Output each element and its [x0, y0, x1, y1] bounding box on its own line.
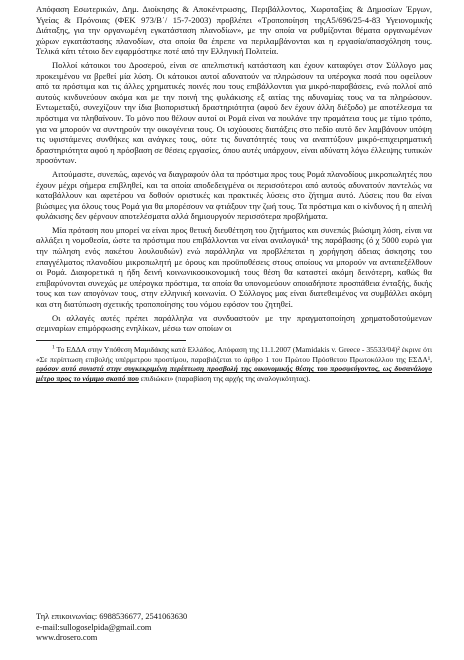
footnote-text-emphasis: εφόσον αυτό συνιστά στην συγκεκριμένη περίπτωση προσβολή της οικονομικής θέσης του προσφεύγοντος, ως δυσανάλογο μέτρο προς το νόμιμο σκοπό που	[36, 364, 432, 384]
footnote-separator	[36, 340, 186, 341]
footnote-text-c: επιδιώκει» (παραβίαση της αρχής της αναλογικότητας).	[138, 374, 311, 384]
footer-phone: Τηλ επικοινωνίας: 6988536677, 2541063630	[36, 612, 188, 621]
footer-website[interactable]: www.drosero.com	[36, 633, 98, 643]
paragraph-4: Μία πρόταση που μπορεί να είναι προς θετική διευθέτηση του ζητήματος και συνεπώς βιώσιμη λύση, είναι να αλλάξει η νομοθεσία, ώστε τα πρόστιμα που επιβάλλονται να είναι αναλογικά¹ της παράβασης (ό χ 5000 ευρώ για την πώληση ενός πακέτου λουλουδιών) ενώ παράλληλα να προβλέπεται η χορήγηση άδειας άσκησης του επαγγέλματος πλανοδίου μικροπωλητή με όρους και προϋποθέσεις στους οποίους να μπορούν να ανταπεξέλθουν οι Ρομά. Διαφορετικά η ήδη δεινή κοινωνικοοικονομική τους θέση θα καταστεί ακόμη δεινότερη, καθώς θα επιβαρύνονται συνεχώς με υπέρογκα πρόστιμα, τα οποία θα υπονομεύουν οποιαδήποτε προσπάθεια ένταξής, δικής τους και των απογόνων τους, στην ελληνική κοινωνία. Ο Σύλλογος μας είναι διατεθειμένος να συμβάλλει ακόμη και στη διατύπωση σχετικής τροποποίησης του νόμου εφόσον του ζητηθεί.	[36, 224, 432, 310]
document-body	[36, 4, 432, 384]
footnote-text-a: Το ΕΔΔΑ στην Υπόθεση Μαμιδάκης κατά Ελλάδος, Απόφαση της 11.1.2007 (Mamidakis v. Greece - 35533/04)² έκρινε ότι «Σε περίπτωση επιβολής υπέρμετρου προστίμου, παραβιάζεται το άρθρο 1 του Πρώτου Πρόσθετου Πρωτοκόλλου της ΕΣΔΑ¹,	[36, 344, 432, 364]
paragraph-1: Απόφαση Εσωτερικών, Δημ. Διοίκησης & Αποκέντρωσης, Περιβάλλοντος, Χωροταξίας & Δημοσίων Έργων, Υγείας & Πρόνοιας (ΦΕΚ 973/Β΄/ 15-7-2003) προβλέπει «Τροποποίηση τηςΑ5/696/25-4-83 Υγειονομικής Διάταξης, για την οργανωμένη εγκατάσταση πλανοδίων», με την οποία να ρυθμίζονται θέματα οργανωμένων χώρων εγκατάστασης πλανοδίων, στα οποία θα έπρεπε να περιλαμβάνονται και η εργασία/απασχόληση τους. Τελικά κάτι τέτοιο δεν εφαρμόστηκε ποτέ από την Ελληνική Πολιτεία.	[36, 4, 432, 57]
paragraph-3: Αιτούμαστε, συνεπώς, αφενός να διαγραφούν όλα τα πρόστιμα προς τους Ρομά πλανοδίους μικροπωλητές που έχουν μέχρι σήμερα επιβληθεί, και τα οποία αποδεδειγμένα οι περισσότεροι από αυτούς αδυνατούν παντελώς να καταβάλλουν και αφετέρου να δοθούν οριστικές και πρακτικές λύσεις στο ζήτημα αυτό. Λύσεις που θα είναι βιώσιμες για όλους τους Ρομά για θα μπορέσουν να φτιάξουν την ζωή τους. Τα πρόστιμα και ο κίνδυνος ή η απειλή φυλάκισης δεν φέρνουν αποτελέσματα αλλά δημιουργούν περισσότερα προβλήματα.	[36, 168, 432, 222]
footnote	[36, 345, 432, 384]
paragraph-5: Οι αλλαγές αυτές πρέπει παράλληλα να συνδυαστούν με την πραγματοποίηση χρηματοδοτούμενων σεμιναρίων επιμόρφωσης ενηλίκων, μέσω των οποίων οι	[36, 312, 432, 334]
contact-footer	[36, 612, 432, 644]
footer-email[interactable]: e-mail:sullogoselpida@gmail.com	[36, 622, 152, 632]
footnote-marker: 1	[52, 344, 55, 351]
paragraph-2: Πολλοί κάτοικοι του Δροσερού, είναι σε απελπιστική κατάσταση και έχουν καταφύγει στον Σύλλογο μας προκειμένου να βρεθεί μία λύση. Οι κάτοικοι αυτοί αδυνατούν να πληρώσουν τα υπέρογκα ποσά που οφείλουν από τα πρόστιμα και τις άλλες χρηματικές ποινές που τους επιβάλλονται για μικρό-παραβάσεις, ενώ πολλοί από αυτούς κινδυνεύουν ακόμα και με την ποινή της φυλάκισης εξ αιτίας της αδυναμίας τους να τα πληρώσουν. Εντωμεταξύ, συνεχίζουν την ίδια βιοποριστική δραστηριότητα (αφού δεν έχουν άλλη διέξοδο) με αποτέλεσμα τα πρόστιμα να πληθαίνουν. Το μόνο που θέλουν αυτοί οι Ρομά είναι να πουλάνε την πραμάτεια τους με τίμιο τρόπο, για να μπορούν να συντηρούν την οικογένεια τους. Οι ισχύουσες διατάξεις στο πεδίο αυτό δεν λαμβάνουν υπόψη τις υφιστάμενες συνθήκες και ανάγκες τους, ούτε τις δυνατότητές τους να αναπτύξουν μικρό-επιχειρηματική δραστηριότητα αφού η πρόσβαση σε θέσεις εργασίες, όπου αυτές υπάρχουν, είναι αδύνατη λόγω έλλειψης τυπικών προσόντων.	[36, 59, 432, 166]
